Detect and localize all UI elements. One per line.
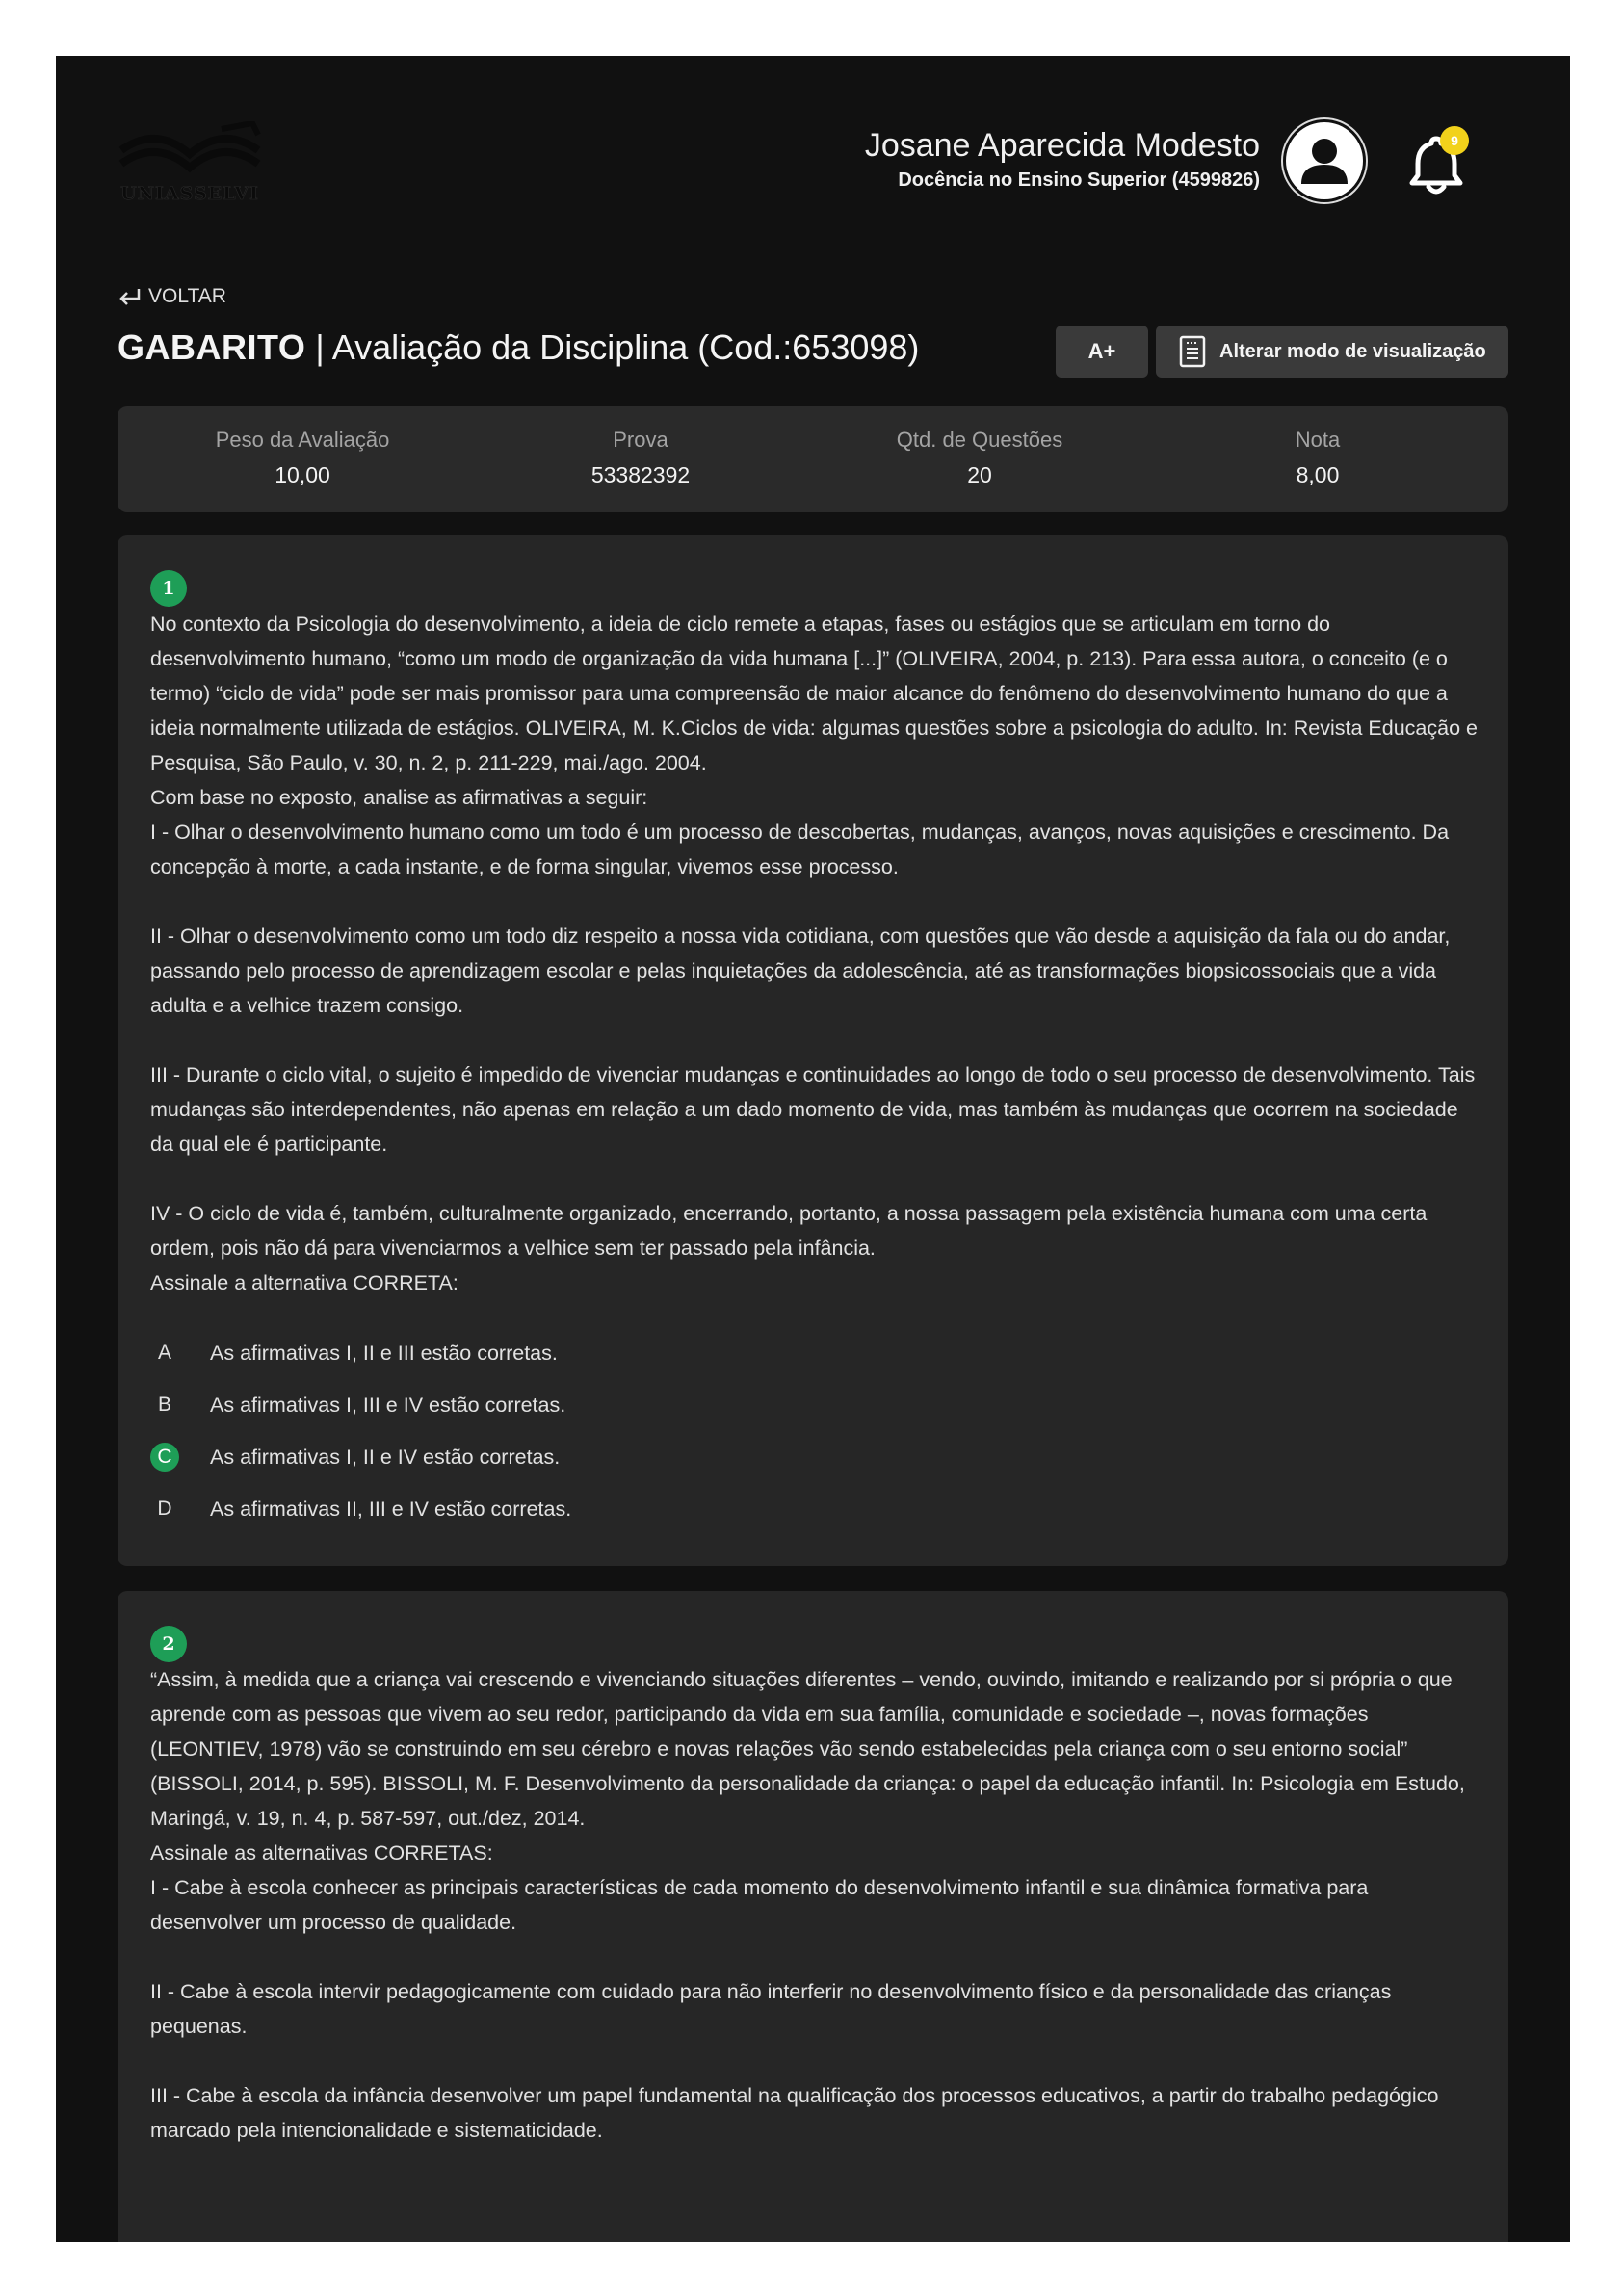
question-paragraph: No contexto da Psicologia do desenvolvimento, a ideia de ciclo remete a etapas, fases ou estágios que se articulam em torno do desenvolvimento humano, “como um modo de organização da vida humana [...]” (OLIVEIRA, 2004, p. 213). Para essa autora, o conceito (e o termo) “ciclo de vida” pode ser mais promissor para uma compreensão de maior alcance do fenômeno do desenvolvimento humano do que a ideia normalmente utilizada de estágios. OLIVEIRA, M. K.Ciclos de vida: algumas questões sobre a psicologia do adulto. In: Revista Educação e Pesquisa, São Paulo, v. 30, n. 2, p. 211-229, mai./ago. 2004. [150, 613, 1478, 774]
question-paragraph: IV - O ciclo de vida é, também, culturalmente organizado, encerrando, portanto, a nossa passagem pela existência humana com uma certa ordem, pois não dá para vivenciarmos a velhice sem ter passado pela infância. [150, 1202, 1428, 1260]
alternative-b[interactable] [150, 1379, 1480, 1431]
stat-label: Prova [613, 428, 668, 452]
user-info [865, 125, 1260, 192]
user-name: Josane Aparecida Modesto [864, 127, 1260, 164]
book-logo-icon [118, 121, 262, 183]
question-paragraph: I - Olhar o desenvolvimento humano como um todo é um processo de descobertas, mudanças, avanços, novas aquisições e crescimento. Da concepção à morte, a cada instante, e de forma singular, vivemos esse processo. [150, 821, 1450, 878]
user-avatar-icon[interactable] [1283, 119, 1366, 202]
question-number: 1 [150, 570, 187, 607]
font-size-button[interactable]: A+ [1056, 326, 1148, 378]
title-rest: | Avaliação da Disciplina (Cod.:653098) [305, 327, 920, 367]
stat-weight [158, 428, 447, 488]
stat-label: Qtd. de Questões [896, 428, 1063, 452]
app-window [56, 56, 1570, 2242]
question-card-1 [118, 535, 1508, 1566]
stat-value: 53382392 [590, 462, 691, 487]
question-paragraph: Assinale as alternativas CORRETAS: [150, 1841, 493, 1865]
alternative-text: As afirmativas II, III e IV estão corretas. [210, 1497, 572, 1521]
stat-label: Nota [1295, 428, 1341, 452]
stat-value: 10,00 [275, 462, 330, 487]
return-arrow-icon [118, 287, 143, 306]
question-text [150, 1662, 1480, 2148]
correct-answer-marker: C [150, 1443, 179, 1472]
stat-grade [1173, 428, 1462, 488]
question-paragraph: “Assim, à medida que a criança vai crescendo e vivenciando situações diferentes – vendo, ouvindo, imitando e realizando por si própria o que aprende com as pessoas que vivem ao seu redor, participando da vida em sua família, comunidade e sociedade –, novas formações (LEONTIEV, 1978) vão se construindo em seu cérebro e novas relações vão sendo estabelecidas pela criança com o seu entorno social” (BISSOLI, 2014, p. 595). BISSOLI, M. F. Desenvolvimento da personalidade da criança: o papel da educação infantil. In: Psicologia em Estudo, Maringá, v. 19, n. 4, p. 587-597, out./dez, 2014. [150, 1668, 1465, 1830]
question-paragraph: II - Cabe à escola intervir pedagogicamente com cuidado para não interferir no desenvolvimento físico e da personalidade das crianças pequenas. [150, 1980, 1392, 2038]
document-icon [1179, 335, 1206, 368]
page-title [118, 327, 919, 368]
question-paragraph: Assinale a alternativa CORRETA: [150, 1271, 458, 1294]
alternative-letter: A [157, 1342, 171, 1364]
stat-value: 20 [967, 462, 992, 487]
question-paragraph: I - Cabe à escola conhecer as principais características de cada momento do desenvolvimento infantil e sua dinâmica formativa para desenvolver um processo de qualidade. [150, 1876, 1369, 1934]
user-course: Docência no Ensino Superior (4599826) [898, 170, 1260, 191]
notification-badge: 9 [1440, 126, 1469, 155]
alternative-d[interactable] [150, 1483, 1480, 1535]
view-mode-label: Alterar modo de visualização [1219, 340, 1486, 362]
alternative-a[interactable] [150, 1327, 1480, 1379]
question-paragraph: III - Durante o ciclo vital, o sujeito é impedido de vivenciar mudanças e continuidades ao longo de todo o seu processo de desenvolvimento. Tais mudanças são interdependentes, não apenas em relação a um dado momento de vida, mas também às mudanças que ocorrem na sociedade da qual ele é participante. [150, 1063, 1476, 1156]
alternative-text: As afirmativas I, II e III estão corretas. [210, 1341, 558, 1365]
question-paragraph: III - Cabe à escola da infância desenvolver um papel fundamental na qualificação dos processos educativos, a partir do trabalho pedagógico marcado pela intencionalidade e sistematicidade. [150, 2084, 1439, 2142]
stat-value: 8,00 [1296, 462, 1340, 487]
question-text [150, 607, 1480, 1300]
question-card-2 [118, 1591, 1508, 2242]
alternative-letter: D [157, 1498, 172, 1520]
alternative-text: As afirmativas I, III e IV estão corretas. [210, 1393, 566, 1417]
uniasselvi-logo[interactable] [118, 121, 262, 208]
back-link[interactable] [118, 285, 226, 308]
back-label: VOLTAR [148, 285, 226, 307]
stat-label: Peso da Avaliação [215, 428, 390, 452]
question-paragraph: II - Olhar o desenvolvimento como um todo diz respeito a nossa vida cotidiana, com questões que vão desde a aquisição da fala ou do andar, passando pelo processo de aprendizagem escolar e pelas inquietações da adolescência, até as transformações biopsicossociais que a vida adulta e a velhice trazem consigo. [150, 925, 1451, 1017]
alternative-c-correct[interactable] [150, 1431, 1480, 1483]
evaluation-summary [118, 406, 1508, 512]
view-mode-button[interactable] [1156, 326, 1508, 378]
alternatives-list [150, 1327, 1480, 1535]
alternative-text: As afirmativas I, II e IV estão corretas. [210, 1445, 561, 1469]
logo-text: UNIASSELVI [120, 183, 259, 204]
stat-question-count [835, 428, 1124, 488]
title-strong: GABARITO [118, 327, 306, 367]
question-paragraph: Com base no exposto, analise as afirmativas a seguir: [150, 786, 648, 809]
alternative-letter: B [157, 1394, 171, 1416]
question-number: 2 [150, 1626, 187, 1662]
stat-exam [496, 428, 785, 488]
